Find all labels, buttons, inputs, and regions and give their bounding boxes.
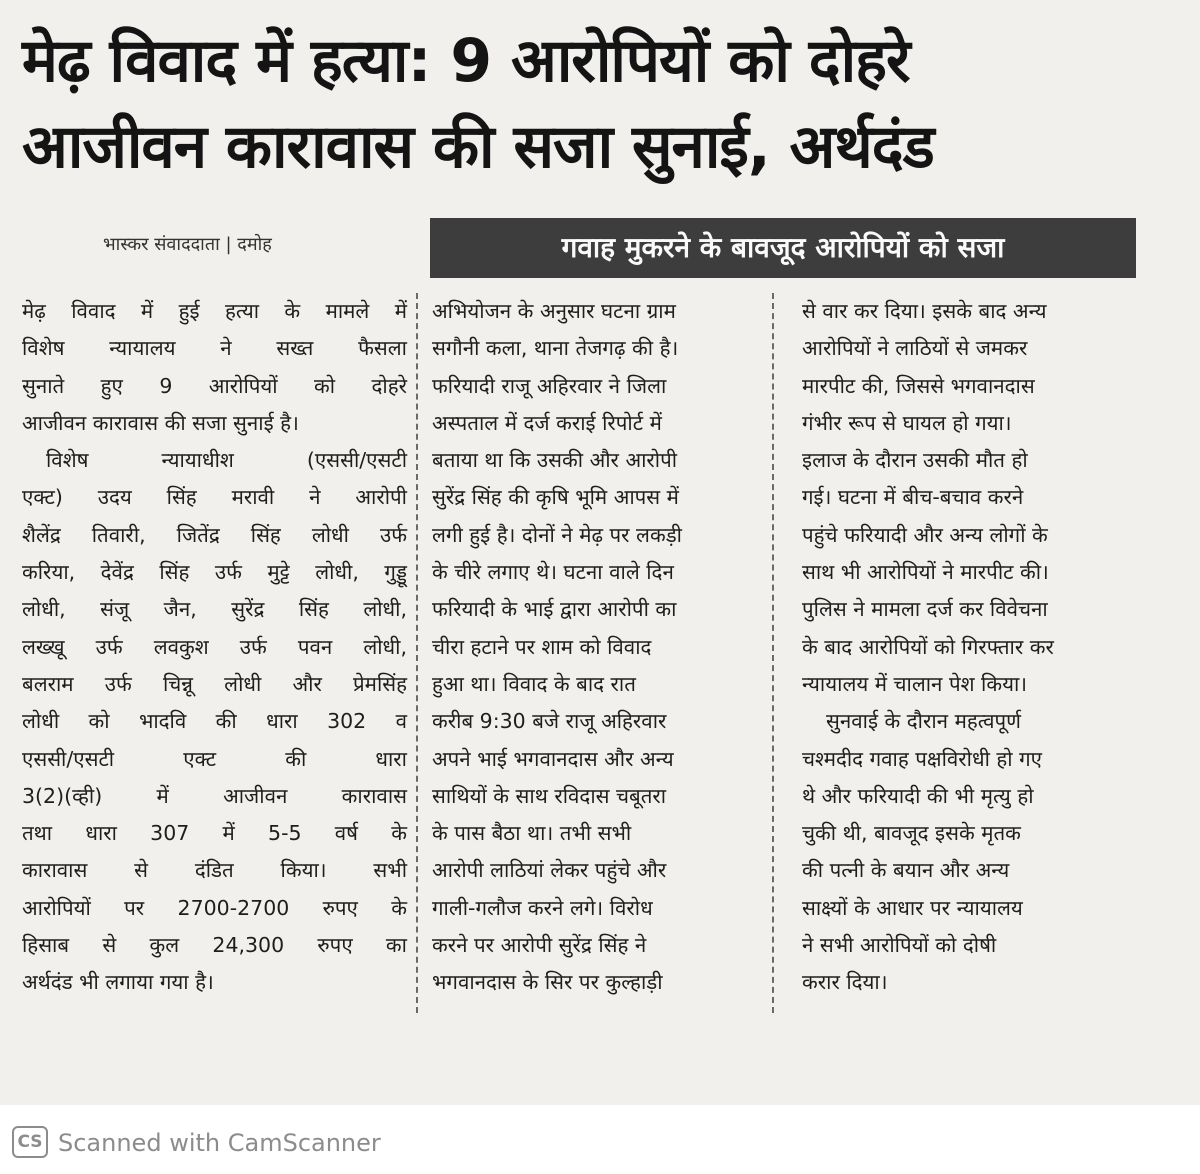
text-line: एससी/एसटी एक्ट की धारा: [22, 746, 407, 771]
camscanner-logo-icon: CS: [12, 1126, 48, 1158]
text-line: विशेष न्यायालय ने सख्त फैसला: [22, 336, 407, 361]
text-line: पहुंचे फरियादी और अन्य लोगों के: [802, 522, 1048, 547]
text-line: लोधी, संजू जैन, सुरेंद्र सिंह लोधी,: [22, 597, 407, 622]
text-line: गाली-गलौज करने लगे। विरोध: [432, 895, 653, 920]
text-line: पुलिस ने मामला दर्ज कर विवेचना: [802, 597, 1048, 622]
article-column-3: [802, 293, 1122, 1002]
text-line: बलराम उर्फ चिन्नू लोधी और प्रेमसिंह: [22, 671, 407, 696]
text-line: से वार कर दिया। इसके बाद अन्य: [802, 299, 1047, 323]
text-line: ने सभी आरोपियों को दोषी: [802, 933, 997, 958]
paragraph: [802, 703, 1122, 1001]
text-line: चुकी थी, बावजूद इसके मृतक: [802, 821, 1021, 846]
text-line: गई। घटना में बीच-बचाव करने: [802, 485, 1024, 510]
paragraph: [432, 293, 744, 1002]
text-line: हिसाब से कुल 24,300 रुपए का: [22, 933, 407, 958]
text-line: विशेष न्यायाधीश (एससी/एसटी: [46, 448, 407, 473]
text-line: शैलेंद्र तिवारी, जितेंद्र सिंह लोधी उर्फ: [22, 522, 407, 547]
text-line: 3(2)(व्ही) में आजीवन कारावास: [22, 783, 407, 808]
text-line: सुनवाई के दौरान महत्वपूर्ण: [826, 709, 1022, 734]
byline: भास्कर संवाददाता | दमोह: [103, 234, 272, 255]
text-line: मेढ़ विवाद में हुई हत्या के मामले में: [22, 299, 407, 323]
text-line: फरियादी राजू अहिरवार ने जिला: [432, 373, 667, 398]
text-line: भगवानदास के सिर पर कुल्हाड़ी: [432, 970, 663, 995]
text-line: गंभीर रूप से घायल हो गया।: [802, 410, 1012, 435]
text-line: साथियों के साथ रविदास चबूतरा: [432, 783, 667, 808]
camscanner-watermark: Scanned with CamScanner: [58, 1129, 381, 1157]
column-divider: [772, 293, 774, 1013]
subheadline: गवाह मुकरने के बावजूद आरोपियों को सजा: [430, 218, 1136, 278]
text-line: साक्ष्यों के आधार पर न्यायालय: [802, 895, 1023, 920]
text-line: आजीवन कारावास की सजा सुनाई है।: [22, 410, 299, 435]
headline: [22, 18, 1182, 190]
paragraph: [22, 442, 407, 1001]
text-line: लगी हुई है। दोनों ने मेढ़ पर लकड़ी: [432, 522, 682, 547]
text-line: हुआ था। विवाद के बाद रात: [432, 671, 636, 696]
text-line: सुनाते हुए 9 आरोपियों को दोहरे: [22, 373, 407, 398]
text-line: लोधी को भादवि की धारा 302 व: [22, 709, 407, 734]
text-line: साथ भी आरोपियों ने मारपीट की।: [802, 560, 1049, 585]
text-line: अस्पताल में दर्ज कराई रिपोर्ट में: [432, 410, 662, 435]
text-line: बताया था कि उसकी और आरोपी: [432, 448, 678, 473]
text-line: मारपीट की, जिससे भगवानदास: [802, 373, 1035, 398]
text-line: आरोपियों पर 2700-2700 रुपए के: [22, 895, 407, 920]
paragraph: [802, 293, 1122, 703]
headline-line-2: आजीवन कारावास की सजा सुनाई, अर्थदंड: [22, 112, 934, 182]
text-line: की पत्नी के बयान और अन्य: [802, 858, 1010, 883]
text-line: करिया, देवेंद्र सिंह उर्फ मुट्टे लोधी, गुड्डू: [22, 560, 407, 585]
text-line: के पास बैठा था। तभी सभी: [432, 821, 632, 846]
text-line: सगौनी कला, थाना तेजगढ़ की है।: [432, 336, 679, 361]
text-line: थे और फरियादी की भी मृत्यु हो: [802, 783, 1034, 808]
text-line: न्यायालय में चालान पेश किया।: [802, 671, 1028, 696]
text-line: एक्ट) उदय सिंह मरावी ने आरोपी: [22, 485, 407, 510]
text-line: चीरा हटाने पर शाम को विवाद: [432, 634, 652, 659]
text-line: करीब 9:30 बजे राजू अहिरवार: [432, 709, 667, 734]
article-column-2: [432, 293, 744, 1002]
text-line: अर्थदंड भी लगाया गया है।: [22, 970, 214, 995]
text-line: के चीरे लगाए थे। घटना वाले दिन: [432, 560, 674, 585]
paragraph: [22, 293, 407, 442]
text-line: अभियोजन के अनुसार घटना ग्राम: [432, 299, 676, 323]
text-line: लख्खू उर्फ लवकुश उर्फ पवन लोधी,: [22, 634, 407, 659]
headline-line-1: मेढ़ विवाद में हत्या: 9 आरोपियों को दोहरे: [22, 26, 910, 96]
text-line: इलाज के दौरान उसकी मौत हो: [802, 448, 1028, 473]
column-divider: [416, 293, 418, 1013]
text-line: अपने भाई भगवानदास और अन्य: [432, 746, 674, 771]
article-column-1: [22, 293, 407, 1002]
text-line: तथा धारा 307 में 5-5 वर्ष के: [22, 821, 407, 846]
text-line: कारावास से दंडित किया। सभी: [22, 858, 407, 883]
text-line: चश्मदीद गवाह पक्षविरोधी हो गए: [802, 746, 1043, 771]
text-line: आरोपी लाठियां लेकर पहुंचे और: [432, 858, 667, 883]
text-line: आरोपियों ने लाठियों से जमकर: [802, 336, 1028, 361]
text-line: के बाद आरोपियों को गिरफ्तार कर: [802, 634, 1054, 659]
text-line: फरियादी के भाई द्वारा आरोपी का: [432, 597, 677, 622]
text-line: सुरेंद्र सिंह की कृषि भूमि आपस में: [432, 485, 679, 510]
text-line: करने पर आरोपी सुरेंद्र सिंह ने: [432, 933, 647, 958]
text-line: करार दिया।: [802, 970, 888, 995]
